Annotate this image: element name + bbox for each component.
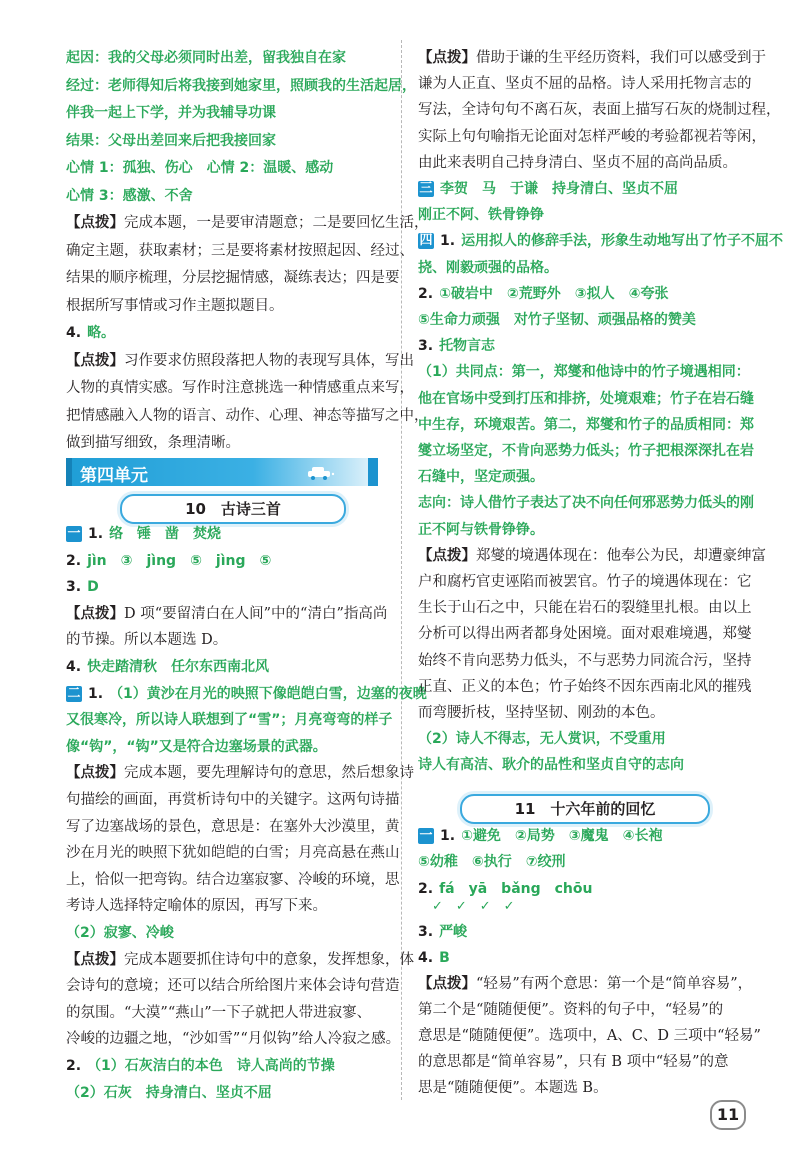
text-line (418, 48, 766, 68)
text-line (418, 1052, 729, 1072)
text-line (66, 213, 429, 233)
line-text: （1）共同点：第一，郑燮和他诗中的竹子境遇相同： (418, 364, 750, 381)
text-line (66, 76, 416, 96)
text-line (66, 790, 400, 810)
line-text: 谦为人正直、坚贞不屈的品格。诗人采用托物言志的 (418, 76, 752, 93)
line-text: 郑燮的境遇体现在：他奉公为民，却遭豪绅富 (476, 547, 766, 564)
line-text: 中生存，环境艰苦。第二，郑燮和竹子的品质相同：郑 (418, 416, 754, 433)
line-text: 像“钩”，“钩”又是符合边塞场景的武器。 (66, 738, 327, 755)
text-line (66, 433, 240, 453)
text-line (418, 729, 666, 749)
line-text: 生长于山石之中，只能在岩石的裂缝里扎根。由以上 (418, 600, 752, 617)
text-line (418, 205, 544, 225)
line-text: 而弯腰折枝，坚持坚韧、刚劲的本色。 (418, 705, 665, 721)
line-text: ⑤幼稚 ⑥执行 ⑦绞刑 (418, 854, 566, 870)
text-line (418, 415, 754, 435)
line-text: 的意思都是“简单容易”，只有 B 项中“轻易”的意 (418, 1054, 729, 1070)
line-text: 刚正不阿、铁骨铮铮 (418, 207, 544, 224)
line-text: 托物言志 (439, 338, 496, 355)
line-text: 户和腐朽官吏诬陷而被罢官。竹子的境遇体现在：它 (418, 574, 752, 590)
text-line (418, 74, 752, 94)
text-line (66, 976, 400, 996)
line-text: 人物的真情实感。写作时注意挑选一种情感重点来写， (66, 380, 414, 396)
line-text: 完成本题，要先理解诗句的意思，然后想象诗 (124, 765, 414, 782)
line-text: 写了边塞战场的景色，意思是：在塞外大沙漠里，黄 (66, 818, 400, 835)
line-text: 实际上句句喻指无论面对怎样严峻的考验都视若等闲， (418, 128, 766, 145)
line-text: （2）石灰 持身清白、坚贞不屈 (66, 1084, 272, 1101)
line-text: （1）黄沙在月光的映照下像皑皑白雪，边塞的夜晚 (109, 685, 427, 702)
line-text: 石缝中，坚定顽强。 (418, 469, 544, 486)
text-line (418, 651, 752, 671)
line-text: 句描绘的画面，再赏析诗句中的关键字。这两句诗描 (66, 792, 400, 808)
question-number: 3. (418, 338, 434, 355)
line-text: 始终不肯向恶势力低头，不与恶势力同流合污，坚持 (418, 652, 752, 669)
text-line (432, 900, 515, 914)
hint-tag: 【点拨】 (418, 975, 476, 992)
hint-tag: 【点拨】 (418, 546, 476, 564)
text-line (418, 703, 665, 723)
hint-tag: 【点拨】 (66, 214, 124, 231)
question-number: 2. (418, 881, 434, 897)
text-line (66, 524, 221, 544)
text-line (418, 493, 754, 513)
text-line (418, 879, 592, 899)
line-text: ①破岩中 ②荒野外 ③拟人 ④夸张 (439, 285, 669, 302)
line-text: ①避免 ②局势 ③魔鬼 ④长袍 (461, 828, 663, 844)
line-text: 起因：我的父母必须同时出差，留我独自在家 (66, 50, 346, 66)
text-line (418, 1078, 608, 1098)
hint-tag: 【点拨】 (418, 49, 476, 66)
line-text: 他在官场中受到打压和排挤，处境艰难；竹子在岩石缝 (418, 390, 754, 407)
car-icon (306, 466, 336, 480)
text-line (418, 1026, 761, 1046)
unit-banner (66, 458, 378, 486)
line-text: B (439, 950, 450, 966)
line-text: 把情感融入人物的语言、动作、心理、神态等描写之中， (66, 407, 429, 424)
text-line (66, 737, 327, 757)
text-line (418, 1000, 723, 1020)
question-number: 4. (66, 659, 82, 675)
text-line (418, 598, 752, 618)
text-line (418, 258, 558, 278)
text-line (418, 284, 668, 304)
text-line (418, 922, 467, 942)
text-line (66, 296, 284, 316)
line-text: 第二个是“随随便便”。资料的句子中，“轻易”的 (418, 1002, 724, 1018)
text-line (418, 572, 752, 592)
line-text: “轻易”有两个意思：第一个是“简单容易”， (476, 976, 753, 992)
text-line (418, 826, 662, 846)
line-text: 意思是“随随便便”。选项中，A、C、D 三项中“轻易” (418, 1028, 761, 1044)
section-number-badge: 三 (419, 181, 433, 196)
line-text: 考诗人选择特定喻体的原因，再写下来。 (66, 898, 327, 915)
line-text: 的节操。所以本题选 D。 (66, 632, 228, 649)
text-line (418, 153, 737, 173)
text-line (66, 896, 327, 916)
text-line (66, 268, 400, 288)
text-line (66, 604, 387, 624)
text-line (66, 577, 99, 597)
line-text: 络 锤 凿 焚烧 (109, 526, 222, 542)
page-number: 11 (710, 1100, 746, 1130)
line-text: 志向：诗人借竹子表达了决不向任何邪恶势力低头的刚 (418, 495, 754, 512)
question-number: 4. (418, 950, 434, 966)
question-number: 3. (66, 579, 82, 596)
text-line (418, 974, 752, 994)
line-text: 运用拟人的修辞手法，形象生动地写出了竹子不屈不 (461, 233, 784, 250)
line-text: 完成本题要抓住诗句中的意象，发挥想象，体 (124, 951, 414, 968)
text-line (418, 127, 766, 147)
text-line (66, 1029, 400, 1049)
line-text: 由此来表明自己持身清白、坚贞不屈的高尚品质。 (418, 154, 737, 171)
text-line (66, 323, 115, 343)
text-line (66, 870, 400, 890)
line-text: 心情 1：孤独、伤心 心情 2：温暖、感动 (66, 160, 334, 176)
text-line (418, 520, 544, 540)
line-text: 根据所写事情或习作主题拟题目。 (66, 297, 284, 314)
question-number: 2. (66, 552, 82, 569)
line-text: 的氛围。“大漠”“燕山”一下子就把人带进寂寥、 (66, 1004, 372, 1021)
text-line (418, 852, 566, 872)
hint-tag: 【点拨】 (66, 950, 124, 968)
line-text: 冷峻的边疆之地，“沙如雪”“月似钩”给人冷寂之感。 (66, 1031, 401, 1048)
question-number: 3. (418, 924, 434, 940)
text-line (418, 362, 750, 382)
text-line (418, 624, 752, 644)
line-text: （2）寂寥、冷峻 (66, 925, 174, 941)
text-line (66, 48, 346, 68)
lesson-title-11: 11 十六年前的回忆 (460, 794, 710, 824)
line-text: 又很寒冷，所以诗人联想到了“雪”；月亮弯弯的样子 (66, 712, 393, 729)
text-line (418, 231, 783, 251)
text-line (418, 441, 754, 461)
question-number: 1. (88, 685, 104, 702)
text-line (418, 948, 450, 968)
section-number-badge: 四 (419, 233, 433, 249)
line-text: 写法，全诗句句不离石灰，表面上描写石灰的烧制过程， (418, 102, 781, 119)
line-text: 做到描写细致，条理清晰。 (66, 435, 240, 451)
line-text: 沙在月光的映照下犹如皑皑的白雪；月亮高悬在燕山 (66, 845, 400, 862)
section-number-badge: 一 (419, 828, 433, 843)
question-number: 1. (440, 828, 456, 844)
text-line (418, 467, 544, 487)
line-text: 思是“随随便便”。本题选 B。 (418, 1080, 608, 1096)
text-line (66, 843, 400, 863)
hint-tag: 【点拨】 (66, 351, 124, 369)
line-text: 心情 3：感激、不舍 (66, 187, 193, 204)
text-line (418, 179, 678, 199)
lesson-title-10: 10 古诗三首 (120, 494, 346, 524)
line-text: fá yā bǎng chōu (439, 881, 593, 897)
text-line (66, 657, 269, 677)
text-line (66, 630, 227, 650)
section-number-badge: 一 (67, 526, 81, 541)
text-line (66, 241, 414, 261)
text-line (66, 186, 193, 206)
line-text: 正直、正义的本色；竹子始终不因东西南北风的摧残 (418, 678, 752, 695)
column-divider (401, 40, 402, 1100)
text-line (66, 817, 400, 837)
line-text: 结果：父母出差回来后把我接回家 (66, 132, 276, 149)
question-number: 2. (418, 285, 434, 302)
question-number: 1. (440, 233, 456, 250)
line-text: （2）诗人不得志，无人赏识，不受重用 (418, 731, 666, 748)
text-line (66, 923, 174, 943)
text-line (66, 684, 427, 704)
line-text: ⑤生命力顽强 对竹子坚韧、顽强品格的赞美 (418, 312, 696, 328)
text-line (66, 551, 271, 571)
line-text: 挠、刚毅顽强的品格。 (418, 259, 558, 276)
question-number: 1. (88, 526, 104, 542)
line-text: 略。 (87, 325, 116, 341)
text-line (66, 131, 276, 151)
line-text: 严峻 (439, 924, 468, 940)
unit-title: 第四单元 (80, 466, 148, 486)
text-line (66, 351, 414, 371)
line-text: 正不阿与铁骨铮铮。 (418, 521, 544, 538)
text-line (418, 677, 752, 697)
line-text: 李贺 马 于谦 持身清白、坚贞不屈 (440, 181, 678, 197)
text-line (66, 378, 414, 398)
line-text: 上，恰似一把弯钩。结合边塞寂寥、冷峻的环境，思 (66, 871, 400, 888)
line-text: 确定主题，获取素材；三是要将素材按照起因、经过、 (66, 242, 414, 259)
question-number: 4. (66, 325, 82, 341)
text-line (418, 100, 781, 120)
line-text: D 项“要留清白在人间”中的“清白”指高尚 (124, 605, 388, 622)
hint-tag: 【点拨】 (66, 764, 124, 782)
text-line (66, 950, 414, 970)
text-line (418, 389, 754, 409)
text-line (418, 546, 766, 566)
line-text: 习作要求仿照段落把人物的表现写具体，写出 (124, 352, 414, 369)
line-text: jìn ③ jìng ⑤ jìng ⑤ (87, 552, 272, 569)
text-line (418, 755, 684, 775)
text-line (66, 1083, 272, 1103)
line-text: （1）石灰洁白的本色 诗人高尚的节操 (87, 1058, 335, 1074)
line-text: 诗人有高洁、耿介的品性和坚贞自守的志向 (418, 757, 684, 774)
line-text: 伴我一起上下学，并为我辅导功课 (66, 105, 276, 121)
line-text: 完成本题，一是要审清题意；二是要回忆生活， (124, 215, 429, 231)
text-line (418, 336, 495, 356)
line-text: 借助于谦的生平经历资料，我们可以感受到于 (476, 50, 766, 66)
hint-tag: 【点拨】 (66, 604, 124, 622)
text-line (66, 158, 333, 178)
line-text: D (87, 579, 99, 596)
line-text: 结果的顺序梳理，分层挖掘情感，凝练表达；四是要 (66, 270, 400, 286)
text-line (66, 1003, 371, 1023)
question-number: 2. (66, 1058, 82, 1074)
text-line (66, 103, 276, 123)
text-line (418, 310, 696, 330)
text-line (66, 763, 414, 783)
section-number-badge: 二 (67, 685, 81, 701)
text-line (66, 406, 429, 426)
line-text: 会诗句的意境；还可以结合所给图片来体会诗句营造 (66, 978, 400, 995)
text-line (66, 1056, 335, 1076)
line-text: 快走踏清秋 任尔东西南北风 (87, 659, 270, 675)
line-text: 分析可以得出两者都身处困境。面对艰难境遇，郑燮 (418, 626, 752, 643)
line-text: 经过：老师得知后将我接到她家里，照顾我的生活起居， (66, 77, 416, 94)
line-text: 燮立场坚定，不肯向恶势力低头；竹子把根深深扎在岩 (418, 443, 754, 459)
line-text: ✓ ✓ ✓ ✓ (432, 899, 515, 914)
text-line (66, 710, 392, 730)
